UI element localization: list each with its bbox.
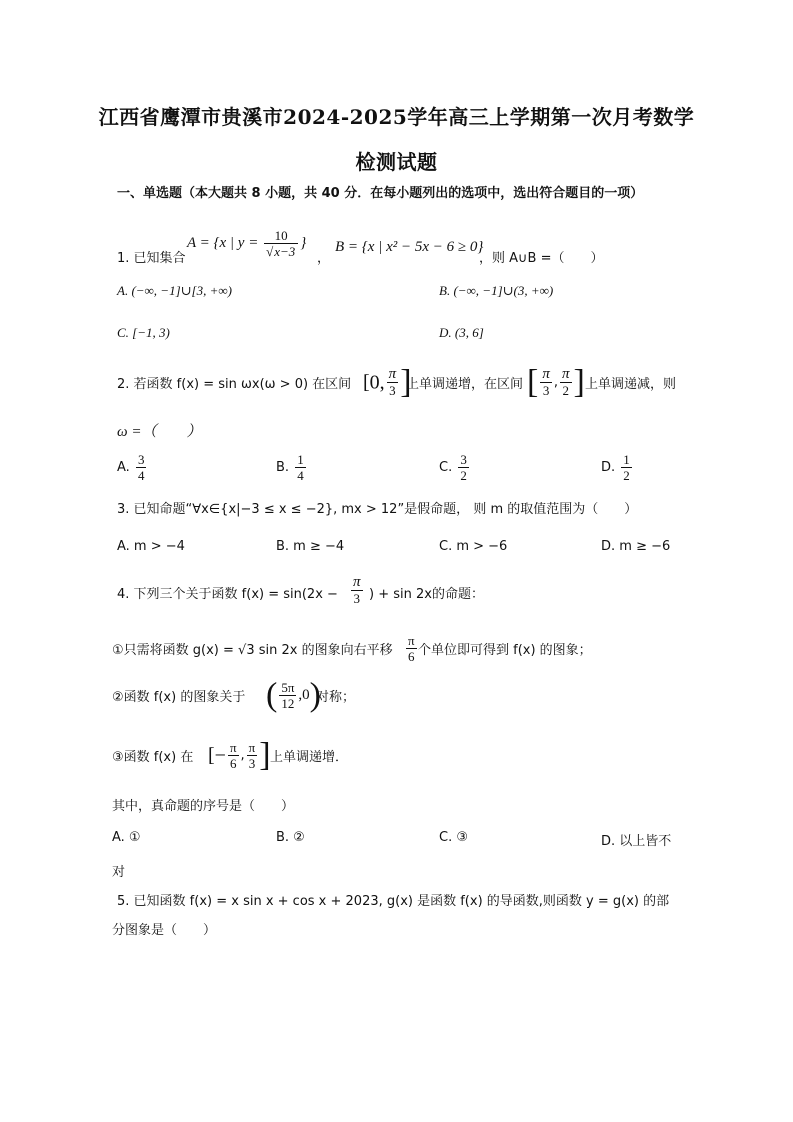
q2-option-c-num: 3 xyxy=(460,452,467,467)
q4-s3-num1: π xyxy=(229,740,237,755)
q2-option-c[interactable] xyxy=(439,452,471,483)
q2-int2-den2: 2 xyxy=(562,383,569,398)
q4-option-d[interactable]: D. 以上皆不 xyxy=(601,834,672,849)
q4-s2-num: 5π xyxy=(281,680,295,695)
q2-int1-num: π xyxy=(388,366,397,382)
q4-question: 其中，真命题的序号是（ ） xyxy=(112,799,295,814)
q2-int2-left: [ xyxy=(527,363,539,401)
q1-frac-den: x−3 xyxy=(274,244,296,259)
q2-int2-comma: , xyxy=(553,375,558,390)
q1-option-d[interactable]: D. (3, 6] xyxy=(439,325,484,340)
q2-int2-num1: π xyxy=(542,366,550,382)
q4-s2-den: 12 xyxy=(281,696,295,711)
q4-intro-right: ) + sin 2x的命题： xyxy=(369,587,484,602)
q4-s2-right: 对称； xyxy=(316,690,356,705)
exam-title-line2: 检测试题 xyxy=(355,150,438,174)
q2-option-d-den: 2 xyxy=(623,468,630,483)
q1-option-c[interactable]: C. [−1, 3) xyxy=(117,325,170,340)
q1-option-b[interactable]: B. (−∞, −1]∪(3, +∞) xyxy=(439,283,554,298)
q4-option-b[interactable]: B. ② xyxy=(276,830,305,845)
q2-int2-num2: π xyxy=(561,366,570,382)
q2-int1-left: [0, xyxy=(363,371,385,394)
q3-option-d[interactable]: D. m ≥ −6 xyxy=(601,539,671,554)
q2-option-b-den: 4 xyxy=(297,468,304,483)
exam-title-line1: 江西省鹰潭市贵溪市2024-2025学年高三上学期第一次月考数学 xyxy=(98,105,695,129)
q4-s3-num2: π xyxy=(248,740,256,755)
q4-s3-comma: , xyxy=(240,748,245,763)
q4-s1-right: 个单位即可得到 f(x) 的图象； xyxy=(418,643,592,658)
q1-set-a-left: A = {x | y = xyxy=(187,234,263,251)
q2-part2: 上单调递增，在区间 xyxy=(406,377,524,392)
q4-option-c[interactable]: C. ③ xyxy=(439,830,468,845)
q2-option-d-num: 1 xyxy=(623,452,630,467)
q1-set-a-right: } xyxy=(300,234,307,251)
q1-number: 1. 已知集合 xyxy=(117,251,186,266)
q4-s3-right: 上单调递增． xyxy=(270,750,349,765)
q2-option-b[interactable] xyxy=(276,452,308,483)
question-3: 3. 已知命题“∀x∈{x|−3 ≤ x ≤ −2}, mx > 12”是假命题， 则 m 的取值范围为（ ） xyxy=(117,502,638,517)
q1-separator: ， xyxy=(317,251,331,266)
q4-s2-mid: ,0 xyxy=(298,687,310,703)
q4-intro-den: 3 xyxy=(353,591,360,606)
q2-option-b-label: B. xyxy=(276,460,290,475)
q2-int2-right: ] xyxy=(573,363,585,401)
q3-option-a[interactable]: A. m > −4 xyxy=(117,539,185,554)
q4-s3-den1: 6 xyxy=(229,756,237,771)
q4-s3-bracket-right: ] xyxy=(259,736,271,774)
q3-option-c[interactable]: C. m > −6 xyxy=(439,539,508,554)
q4-s3-den2: 3 xyxy=(248,756,256,771)
q2-line2: ω =（ ） xyxy=(117,424,202,440)
q2-option-c-label: C. xyxy=(439,460,453,475)
q4-option-d-wrap: 对 xyxy=(112,865,126,880)
q4-s2-paren-left: ( xyxy=(266,676,278,714)
q2-option-d[interactable] xyxy=(601,452,634,483)
q1-set-a: A = {x | y = $\frac{10}{√x-3}$ } xyxy=(187,228,307,259)
section-heading: 一、单选题（本大题共 8 小题，共 40 分．在每小题列出的选项中，选出符合题目的一项） xyxy=(117,186,644,201)
q4-s1-left: ①只需将函数 g(x) = √3 sin 2x 的图象向右平移 xyxy=(112,643,393,658)
q4-s3-left: ③函数 f(x) 在 xyxy=(112,750,194,765)
q4-s2-left: ②函数 f(x) 的图象关于 xyxy=(112,690,246,705)
q2-option-b-num: 1 xyxy=(297,452,304,467)
q1-option-a[interactable]: A. (−∞, −1]∪[3, +∞) xyxy=(117,283,232,298)
q2-option-c-den: 2 xyxy=(460,468,467,483)
q2-int1-right: ] xyxy=(400,363,412,401)
q2-option-a-num: 3 xyxy=(137,452,145,467)
q2-option-a[interactable] xyxy=(117,452,148,483)
q2-option-d-label: D. xyxy=(601,460,616,475)
q4-s1-den: 6 xyxy=(408,649,415,664)
q4-intro-num: π xyxy=(353,574,361,590)
q2-option-a-den: 4 xyxy=(137,468,145,483)
question-5-line2: 分图象是（ ） xyxy=(112,923,217,938)
q3-option-b[interactable]: B. m ≥ −4 xyxy=(276,539,345,554)
q2-int1-den: 3 xyxy=(389,383,396,398)
q4-intro-left: 4. 下列三个关于函数 f(x) = sin(2x − xyxy=(117,587,338,602)
q2-part3: 上单调递减，则 xyxy=(585,377,677,392)
q4-s2-paren-right: ) xyxy=(309,676,321,714)
q2-interval-2 xyxy=(527,363,585,401)
q4-s3-bracket-left: [− xyxy=(208,744,226,767)
q1-frac-num: 10 xyxy=(264,228,298,244)
q2-option-a-label: A. xyxy=(117,460,130,475)
q2-interval-1 xyxy=(363,363,412,401)
question-5-line1: 5. 已知函数 f(x) = x sin x + cos x + 2023, g(x) 是函数 f(x) 的导函数,则函数 y = g(x) 的部 xyxy=(117,894,670,909)
q1-set-b: B = {x | x² − 5x − 6 ≥ 0} xyxy=(335,239,484,255)
q2-int2-den1: 3 xyxy=(542,383,550,398)
q4-option-a[interactable]: A. ① xyxy=(112,830,141,845)
q2-part1: 2. 若函数 f(x) = sin ωx(ω > 0) 在区间 xyxy=(117,377,352,392)
q1-tail: ，则 A∪B =（ ） xyxy=(479,251,604,266)
q4-s1-num: π xyxy=(408,633,415,648)
